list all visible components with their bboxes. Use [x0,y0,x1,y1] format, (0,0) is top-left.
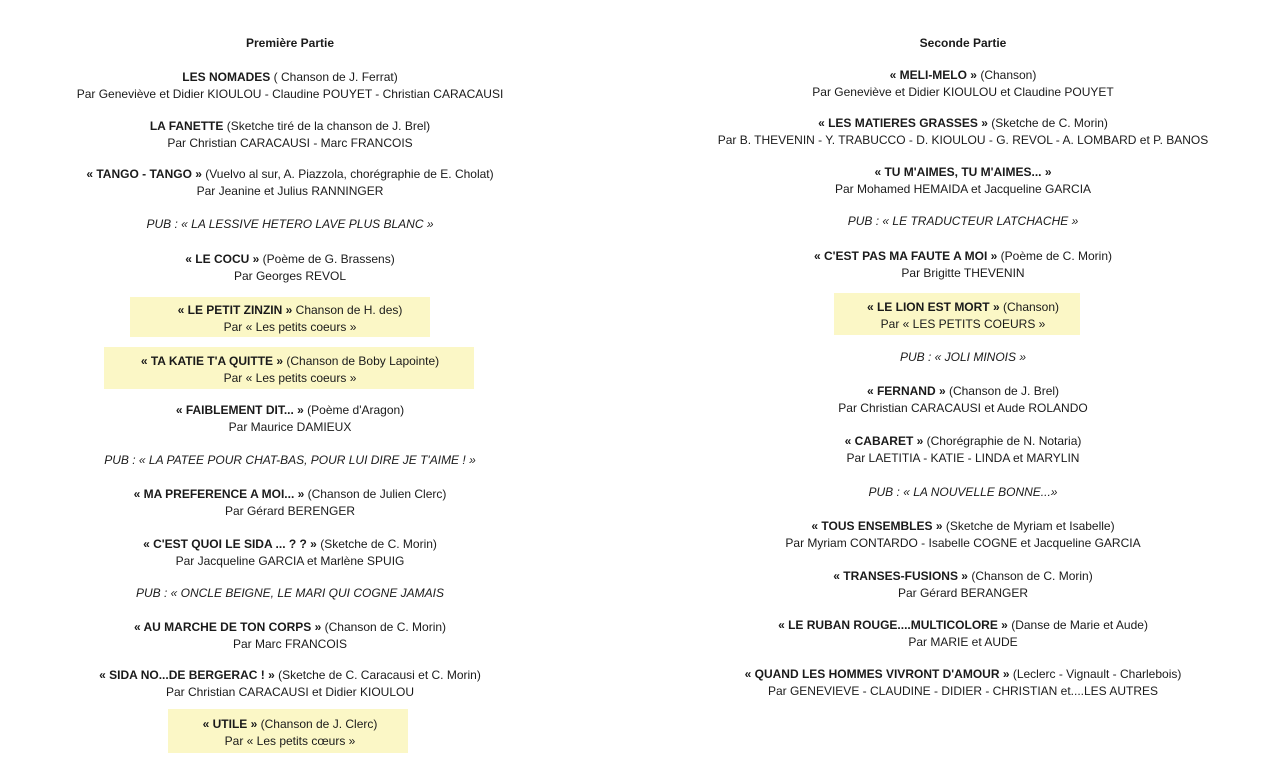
program-entry: LA FANETTE (Sketche tiré de la chanson de J. Brel) Par Christian CARACAUSI - Marc FRANCOIS [149,119,431,150]
part-heading: Seconde Partie [919,36,1007,50]
program-entry: « MA PREFERENCE A MOI... » (Chanson de Julien Clerc) Par Gérard BERENGER [133,487,447,518]
pub-line: PUB : « LE TRADUCTEUR LATCHACHE » [847,214,1079,228]
program-entry: « LES MATIERES GRASSES » (Sketche de C. Morin) Par B. THEVENIN - Y. TRABUCCO - D. KIOULOU - G. REVOL - A. LOMBARD et P. BANOS [717,116,1209,147]
pub-line: PUB : « LA LESSIVE HETERO LAVE PLUS BLANC » [146,217,434,231]
program-entry: « AU MARCHE DE TON CORPS » (Chanson de C. Morin) Par Marc FRANCOIS [133,620,447,651]
program-entry: « LE RUBAN ROUGE....MULTICOLORE » (Danse de Marie et Aude) Par MARIE et AUDE [778,618,1148,649]
pub-line: PUB : « LA PATEE POUR CHAT-BAS, POUR LUI DIRE JE T'AIME ! » [104,453,476,467]
program-entry: « CABARET » (Chorégraphie de N. Notaria) Par LAETITIA - KATIE - LINDA et MARYLIN [844,434,1082,465]
program-entry: LES NOMADES ( Chanson de J. Ferrat) Par Geneviève et Didier KIOULOU - Claudine POUYET - Christian CARACAUSI [76,70,504,101]
program-entry: « C'EST PAS MA FAUTE A MOI » (Poème de C. Morin) Par Brigitte THEVENIN [813,249,1113,280]
program-entry: « FERNAND » (Chanson de J. Brel) Par Christian CARACAUSI et Aude ROLANDO [838,384,1088,415]
pub-line: PUB : « JOLI MINOIS » [899,350,1027,364]
pub-line: PUB : « ONCLE BEIGNE, LE MARI QUI COGNE JAMAIS [135,586,445,600]
program-entry: « SIDA NO...DE BERGERAC ! » (Sketche de C. Caracausi et C. Morin) Par Christian CARACAUSI et Didier KIOULOU [99,668,481,699]
program-entry: « QUAND LES HOMMES VIVRONT D'AMOUR » (Leclerc - Vignault - Charlebois) Par GENEVIEVE - CLAUDINE - DIDIER - CHRISTIAN et....LES AUTRES [744,667,1182,698]
program-entry: « FAIBLEMENT DIT... » (Poème d'Aragon) Par Maurice DAMIEUX [175,403,405,434]
program-entry: « TU M'AIMES, TU M'AIMES... » Par Mohamed HEMAIDA et Jacqueline GARCIA [834,165,1092,196]
program-entry: « TOUS ENSEMBLES » (Sketche de Myriam et Isabelle) Par Myriam CONTARDO - Isabelle COGNE et Jacqueline GARCIA [785,519,1141,550]
program-entry: « TA KATIE T'A QUITTE » (Chanson de Boby Lapointe) Par « Les petits coeurs » [140,354,440,385]
program-entry: « MELI-MELO » (Chanson) Par Geneviève et Didier KIOULOU et Claudine POUYET [812,68,1114,99]
pub-line: PUB : « LA NOUVELLE BONNE...» [868,485,1058,499]
program-entry: « LE LION EST MORT » (Chanson) Par « LES PETITS COEURS » [866,300,1060,331]
program-entry: « TRANSES-FUSIONS » (Chanson de C. Morin) Par Gérard BERANGER [833,569,1093,600]
program-entry: « UTILE » (Chanson de J. Clerc) Par « Les petits cœurs » [202,717,378,748]
program-entry: « LE COCU » (Poème de G. Brassens) Par Georges REVOL [185,252,395,283]
program-entry: « LE PETIT ZINZIN » Chanson de H. des) Par « Les petits coeurs » [177,303,403,334]
program-entry: « C'EST QUOI LE SIDA ... ? ? » (Sketche de C. Morin) Par Jacqueline GARCIA et Marlène SPUIG [143,537,437,568]
program-entry: « TANGO - TANGO » (Vuelvo al sur, A. Piazzola, chorégraphie de E. Cholat) Par Jeanine et Julius RANNINGER [86,167,494,198]
part-heading: Première Partie [245,36,335,50]
